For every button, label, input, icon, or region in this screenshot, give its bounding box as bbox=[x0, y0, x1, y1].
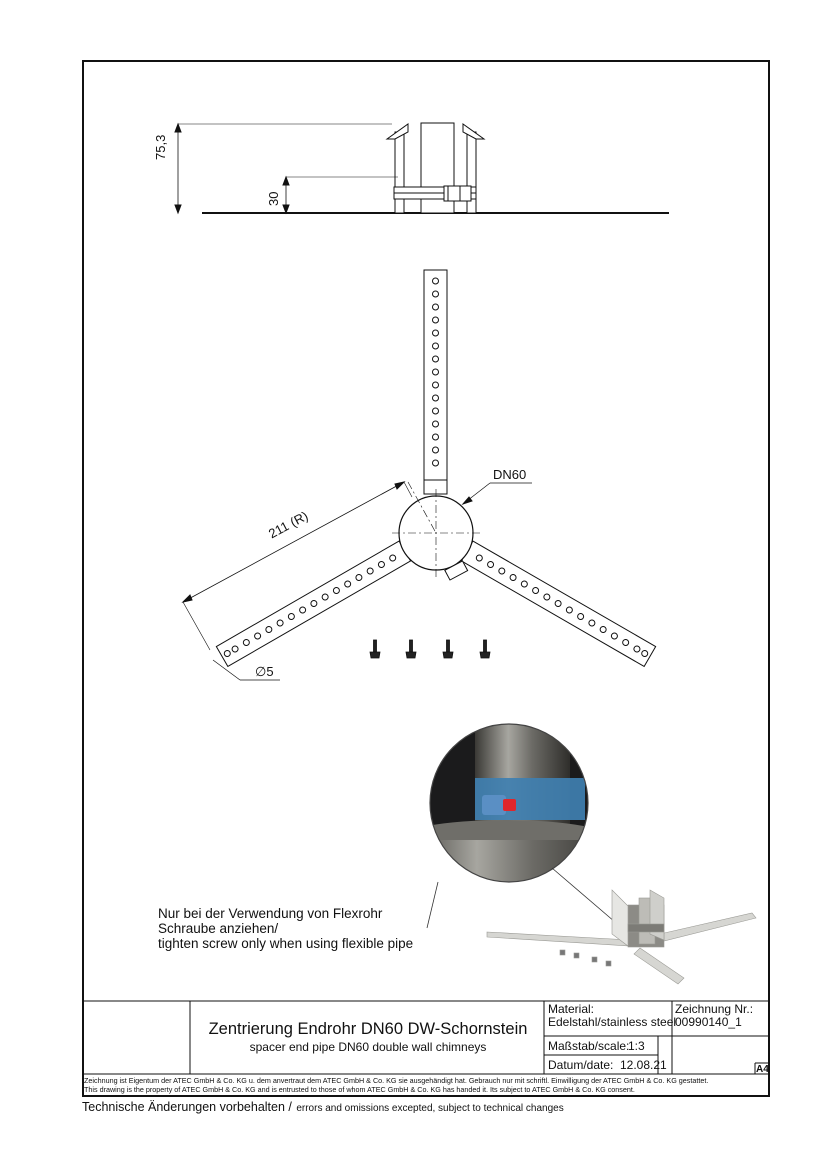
footer-en: errors and omissions excepted, subject to technical changes bbox=[296, 1103, 564, 1114]
scale-value: 1:3 bbox=[628, 1039, 645, 1053]
dim-radius: 211 (R) bbox=[266, 508, 311, 542]
drawing-number-value: 00990140_1 bbox=[675, 1015, 742, 1029]
legal-en: This drawing is the property of ATEC GmbH & Co. KG and is entrusted to those of whom ATEC GmbH & Co. KG has handed it. Its subject to ATEC GmbH & Co. KG consent. bbox=[84, 1085, 635, 1094]
dim-hole bbox=[255, 664, 274, 680]
note-line-3: tighten screw only when using flexible pipe bbox=[158, 936, 414, 951]
drawing-subtitle: spacer end pipe DN60 double wall chimneys bbox=[249, 1040, 487, 1054]
scale-label: Maßstab/scale: bbox=[548, 1039, 630, 1053]
iso-render bbox=[487, 890, 756, 984]
dim-height-band: 30 bbox=[266, 191, 281, 206]
detail-zoom bbox=[395, 720, 622, 928]
diameter-symbol: ∅ bbox=[255, 664, 267, 679]
dim-hole-value: 5 bbox=[266, 664, 274, 679]
material-value: Edelstahl/stainless steel bbox=[548, 1015, 677, 1029]
side-view bbox=[175, 123, 669, 213]
top-view bbox=[183, 270, 656, 680]
drawing-number-label: Zeichnung Nr.: bbox=[675, 1002, 754, 1016]
date-value: 12.08.21 bbox=[620, 1058, 667, 1072]
legal-de: Zeichnung ist Eigentum der ATEC GmbH & Co. KG u. dem anvertraut dem ATEC GmbH & Co. KG sie ausgehändigt hat. Gebrauch nur mit schriftl. Einwilligung der ATEC GmbH & Co. KG gestattet. bbox=[84, 1076, 709, 1085]
material-label: Material: bbox=[548, 1002, 595, 1016]
note-line-1: Nur bei der Verwendung von Flexrohr bbox=[158, 906, 383, 921]
footer-de: Technische Änderungen vorbehalten / bbox=[82, 1100, 292, 1114]
paper-format: A4 bbox=[756, 1064, 769, 1075]
dim-pipe: DN60 bbox=[493, 467, 527, 482]
screws bbox=[370, 640, 490, 658]
dim-height-total: 75,3 bbox=[153, 134, 168, 160]
note-line-2: Schraube anziehen/ bbox=[158, 921, 279, 936]
flex-note bbox=[158, 906, 413, 951]
date-label: Datum/date: bbox=[548, 1058, 614, 1072]
drawing-title: Zentrierung Endrohr DN60 DW-Schornstein bbox=[208, 1020, 528, 1038]
footer-note bbox=[82, 1098, 564, 1116]
